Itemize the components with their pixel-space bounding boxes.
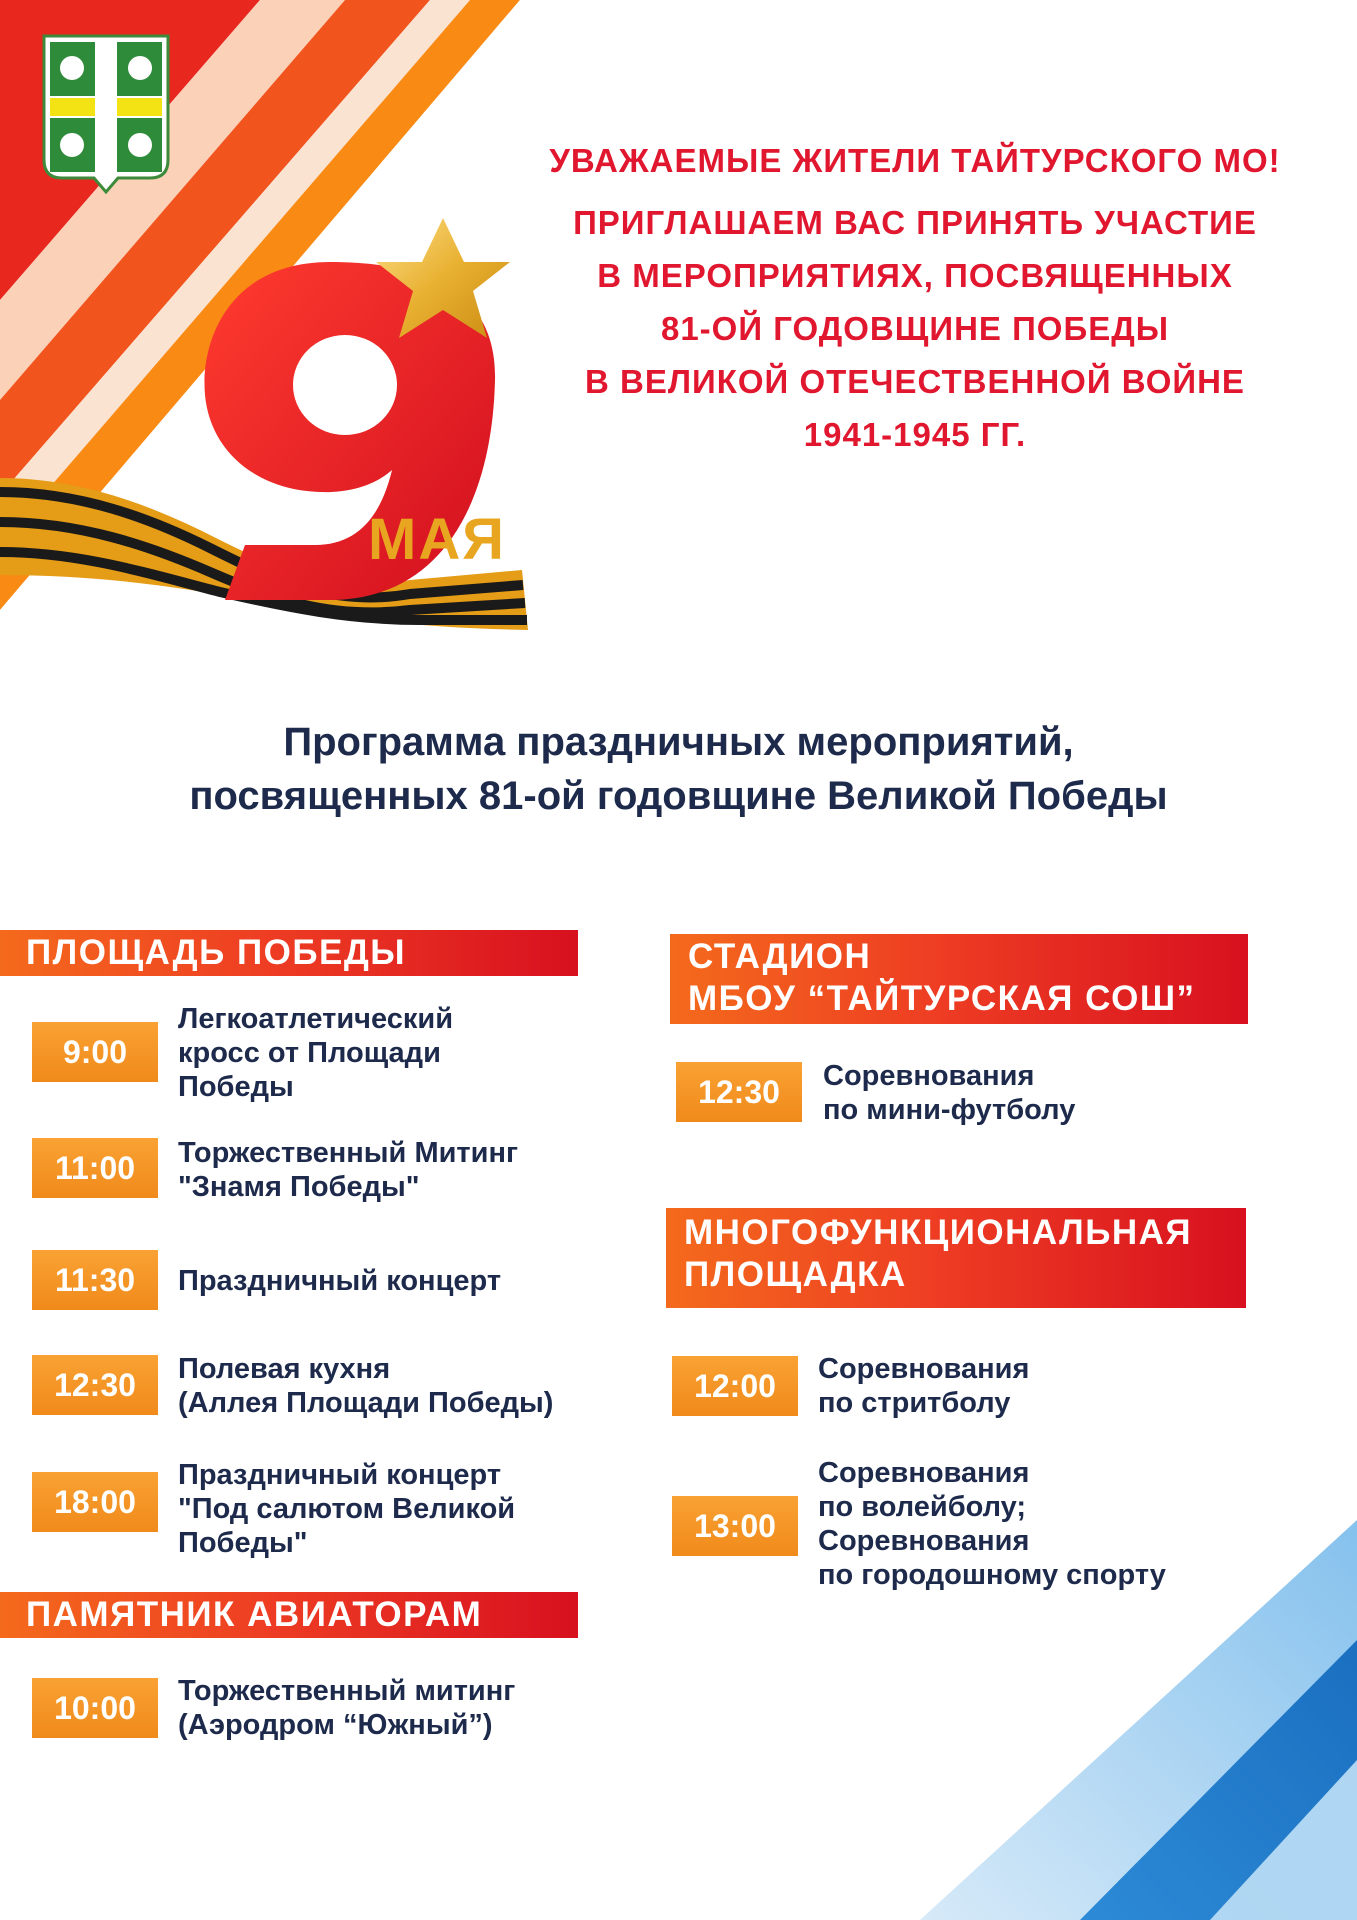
event-description: Соревнования по стритболу [818, 1353, 1030, 1419]
event-description: Легкоатлетический кросс от Площади Победы [178, 1003, 454, 1103]
section-banner-mnogofunkcionalnaya-ploshchadka: МНОГОФУНКЦИОНАЛЬНАЯ ПЛОЩАДКА [666, 1208, 1246, 1308]
coat-of-arms-icon [44, 36, 168, 192]
event-time: 13:00 [672, 1496, 798, 1556]
event-time: 9:00 [32, 1022, 158, 1082]
event-description: Полевая кухня (Аллея Площади Победы) [178, 1353, 554, 1419]
section-banner-stadion: СТАДИОН МБОУ “ТАЙТУРСКАЯ СОШ” [670, 934, 1248, 1024]
event-description: Соревнования по волейболу; Соревнования по городошному спорту [818, 1457, 1166, 1591]
event-description: Торжественный Митинг "Знамя Победы" [178, 1137, 519, 1203]
event-description: Праздничный концерт [178, 1265, 502, 1297]
invitation-line: 1941-1945 ГГ. [803, 416, 1027, 453]
section-banner-ploshchad-pobedy: ПЛОЩАДЬ ПОБЕДЫ [0, 930, 578, 976]
invitation-line: В ВЕЛИКОЙ ОТЕЧЕСТВЕННОЙ ВОЙНЕ [585, 363, 1245, 400]
program-title [0, 715, 1357, 823]
invitation-line: 81-ОЙ ГОДОВЩИНЕ ПОБЕДЫ [660, 310, 1170, 347]
event-description: Соревнования по мини-футболу [823, 1060, 1076, 1126]
event-time: 12:00 [672, 1356, 798, 1416]
event-time: 10:00 [32, 1678, 158, 1738]
event-time: 11:30 [32, 1250, 158, 1310]
program-title-line: Программа праздничных мероприятий, [283, 720, 1074, 764]
event-time: 18:00 [32, 1472, 158, 1532]
event-time: 12:30 [676, 1062, 802, 1122]
invitation-text [500, 196, 1330, 461]
event-time: 12:30 [32, 1355, 158, 1415]
event-time: 11:00 [32, 1138, 158, 1198]
may-label: МАЯ [368, 507, 506, 572]
event-description: Праздничный концерт "Под салютом Великой Победы" [178, 1459, 516, 1559]
program-title-line: посвященных 81-ой годовщине Великой Победы [189, 774, 1168, 818]
invitation-line: ПРИГЛАШАЕМ ВАС ПРИНЯТЬ УЧАСТИЕ [573, 204, 1257, 241]
event-description: Торжественный митинг (Аэродром “Южный”) [178, 1675, 516, 1741]
invitation-line: В МЕРОПРИЯТИЯХ, ПОСВЯЩЕННЫХ [597, 257, 1233, 294]
greeting-heading: УВАЖАЕМЫЕ ЖИТЕЛИ ТАЙТУРСКОГО МО! [549, 142, 1281, 179]
section-banner-pamyatnik-aviatoram: ПАМЯТНИК АВИАТОРАМ [0, 1592, 578, 1638]
